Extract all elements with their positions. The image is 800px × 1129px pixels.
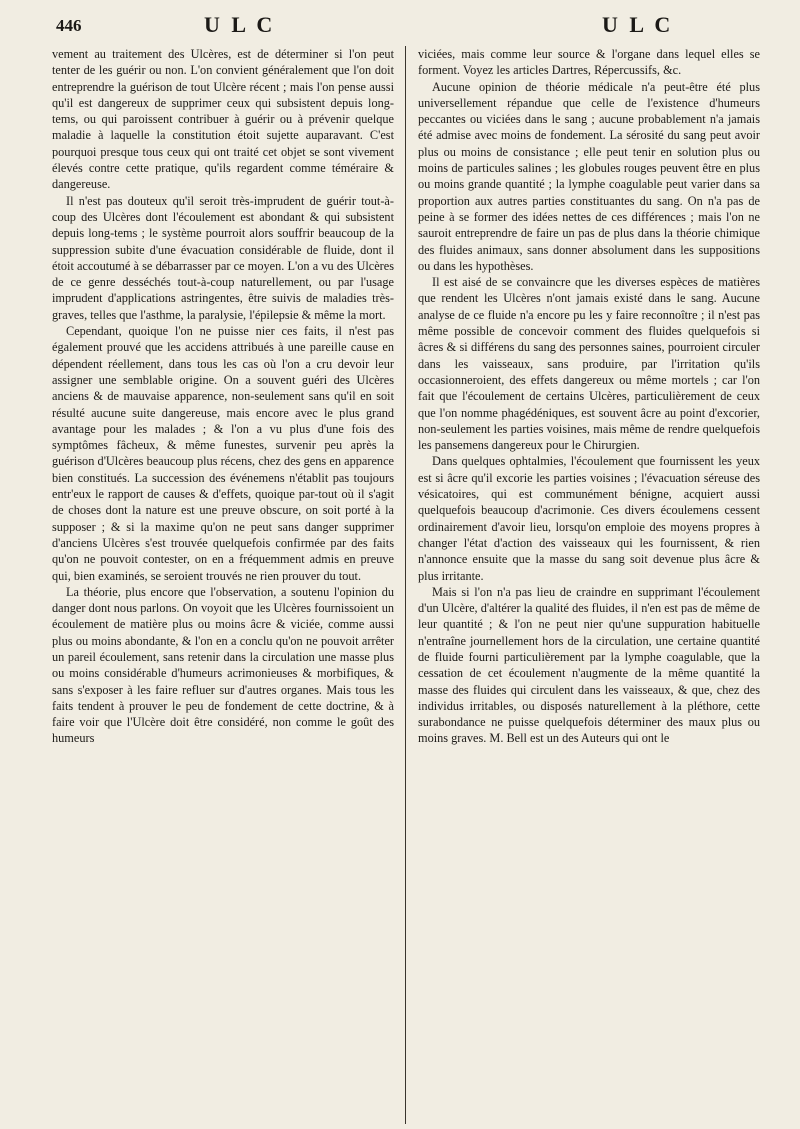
running-head-right: U L C	[602, 12, 674, 37]
paragraph: vement au traitement des Ulcères, est de déterminer si l'on peut tenter de les guérir ou non. L'on convient généralement que l'on doit entreprendre la guérison de tout Ulcère récent ; mais l'on pense aussi qu'il est dangereux de supprimer ceux qui subsistent depuis long-tems, ou qui paroissent contribuer à guérir ou à prévenir quelque maladie à laquelle la constitution étoit sujette auparavant. C'est pourquoi presque tous ceux qui ont traité cet objet se sont vivement élevés contre cette pratique, qu'ils regardent comme téméraire & dangereuse.	[52, 47, 394, 192]
paragraph: Dans quelques ophtalmies, l'écoulement que fournissent les yeux est si âcre qu'il excorie les parties voisines ; l'évacuation séreuse des vésicatoires, qui est communément bénigne, acquiert aussi quelquefois beaucoup d'acrimonie. Ces divers écoulemens cessent ordinairement d'avoir lieu, lorsqu'on emploie des moyens propres à changer l'état d'action des vaisseaux qui les fournissent, & rien n'annonce ensuite que la masse du sang soit devenue plus âcre & plus irritante.	[418, 454, 760, 583]
page-header	[56, 10, 770, 44]
paragraph: Cependant, quoique l'on ne puisse nier ces faits, il n'est pas également prouvé que les accidens attribués à une pareille cause en dépendent réellement, dans tous les cas où l'on a cru devoir leur assigner une semblable origine. On a souvent guéri des Ulcères anciens & de mauvaise apparence, non-seulement sans qu'il en soit résulté aucune suite dangereuse, mais encore avec le plus grand avantage pour les malades ; & l'on a vu plus d'une fois des symptômes fâcheux, & même funestes, survenir peu après la guérison d'Ulcères beaucoup plus récens, chez des gens en apparence bien constitués. La succession des événemens n'établit pas toujours entr'eux le rapport de causes & d'effets, quoique par-tout où il s'agit de choses dont la nature est une preuve obscure, on soit porté à la supposer ; & si la maxime qu'on ne peut sans danger supprimer d'anciens Ulcères s'est trouvée quelquefois confirmée par des faits qu'on ne pouvoit contester, on en a fréquemment admis en preuve qui, bien examinés, se seroient trouvés ne rien prouver du tout.	[52, 324, 394, 583]
paragraph-continuation: viciées, mais comme leur source & l'organe dans lequel elles se forment. Voyez les articles Dartres, Répercussifs, &c.	[418, 47, 760, 78]
paragraph: La théorie, plus encore que l'observation, a soutenu l'opinion du danger dont nous parlons. On voyoit que les Ulcères fournissoient un écoulement de matière plus ou moins âcre & viciée, comme aussi plus ou moins abondante, & l'on en a conclu qu'on ne pouvoit arrêter un pareil écoulement, sans retenir dans la circulation une masse plus ou moins considérable d'humeurs acrimonieuses & morbifiques, & sans s'exposer à les faire refluer sur d'autres organes. Mais tous les faits tendent à prouver le peu de fondement de cette doctrine, & à faire voir que l'Ulcère doit être considéré, non comme le goût des humeurs	[52, 584, 394, 746]
paragraph: Il n'est pas douteux qu'il seroit très-imprudent de guérir tout-à-coup des Ulcères dont l'écoulement est abondant & qui subsistent depuis long-tems ; le système pourroit alors souffrir beaucoup de la suppression subite d'une évacuation considérable de fluide, dont il étoit accoutumé à se débarrasser par ce moyen. L'on a vu des Ulcères de ce genre desséchés tout-à-coup naturellement, ou par l'usage imprudent d'applications astringentes, être suivis de maladies très-graves, telles que l'asthme, la paralysie, l'épilepsie & même la mort.	[52, 193, 394, 322]
paragraph: Il est aisé de se convaincre que les diverses espèces de matières que rendent les Ulcères n'ont jamais existé dans le sang. Aucune analyse de ce fluide n'a encore pu les y faire reconnoître ; il n'est pas même possible de concevoir comment des fluides quelquefois si âcres & si différens du sang des personnes saines, pourroient circuler dans les vaisseaux, sans produire, par l'irritation qu'ils occasionneroient, des effets dangereux ou même mortels ; car l'on fait que l'écoulement de certains Ulcères, particulièrement de ceux que l'on nomme phagédéniques, est souvent âcre au point d'excorier, non-seulement les parties voisines, mais même de rendre quelquefois les pansemens dangereux pour le Chirurgien.	[418, 275, 760, 453]
paragraph: Mais si l'on n'a pas lieu de craindre en supprimant l'écoulement d'un Ulcère, d'altérer la qualité des fluides, il n'en est pas de même de leur quantité ; & l'on ne peut nier qu'une suppuration habituelle n'entraîne journellement hors de la circulation, une certaine quantité de fluide fourni particulièrement par la lymphe coagulable, que la cessation de cet écoulement n'augmente de la même quantité la masse des fluides qui circulent dans les vaisseaux, & que, chez des individus irritables, ou disposés naturellement à la pléthore, cette surabondance ne puisse quelquefois déterminer des maux plus ou moins graves. M. Bell est un des Auteurs qui ont le	[418, 584, 760, 746]
column-divider	[405, 46, 406, 1124]
page-number: 446	[56, 16, 82, 35]
right-column	[418, 46, 760, 1124]
paragraph: Aucune opinion de théorie médicale n'a peut-être été plus universellement répandue que celle de l'existence d'humeurs peccantes ou viciées dans le sang ; aucune probablement n'a jamais été admise avec moins de fondement. La sérosité du sang peut avoir plus ou moins de consistance ; elle peut tenir en solution plus ou moins de particules salines ; les globules rouges peuvent être en plus ou moins grande quantité ; la lymphe coagulable peut varier dans sa proportion aux autres parties constituantes du sang. On n'a pas de peine à se former des idées nettes de ces différences ; mais l'on ne sauroit entreprendre de faire un pas de plus dans la théorie chimique des fluides animaux, sans donner absolument dans les suppositions ou dans les hypothèses.	[418, 79, 760, 273]
left-column	[52, 46, 394, 1124]
running-head-left: U L C	[204, 12, 276, 37]
